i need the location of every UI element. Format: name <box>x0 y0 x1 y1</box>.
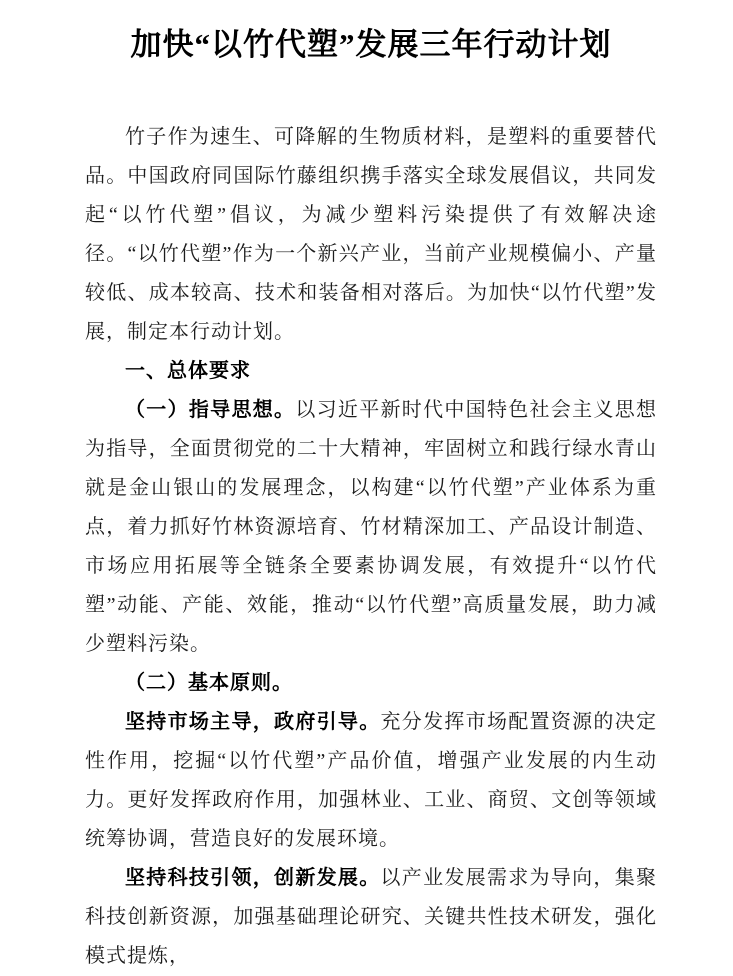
text-segment: 充分发挥市场配置资源的决定性作用，挖掘“以竹代塑”产品价值，增强产业发展的内生动力。更好发挥政府作用，加强林业、工业、商贸、文创等领域统筹协调，营造良好的发展环境。 <box>85 711 657 850</box>
intro-paragraph <box>85 118 657 352</box>
document-title: 加快“以竹代塑”发展三年行动计划 <box>130 27 612 62</box>
guiding-ideology-paragraph <box>85 391 657 664</box>
bold-lead-in: 一、总体要求 <box>125 360 251 382</box>
bold-lead-in: 坚持科技引领，创新发展。 <box>125 867 381 889</box>
principle-tech-led-paragraph <box>85 859 657 976</box>
text-segment: 以习近平新时代中国特色社会主义思想为指导，全面贯彻党的二十大精神，牢固树立和践行绿水青山就是金山银山的发展理念，以构建“以竹代塑”产业体系为重点，着力抓好竹林资源培育、竹材精深加工、产品设计制造、市场应用拓展等全链条全要素协调发展，有效提升“以竹代塑”动能、产能、效能，推动“以竹代塑”高质量发展，助力减少塑料污染。 <box>85 399 658 655</box>
basic-principles-paragraph <box>85 664 657 703</box>
bold-lead-in: （二）基本原则。 <box>125 672 293 694</box>
section-heading-general-requirements <box>85 352 657 391</box>
document-body <box>85 118 657 976</box>
bold-lead-in: 坚持市场主导，政府引导。 <box>125 711 381 733</box>
bold-lead-in: （一）指导思想。 <box>125 399 296 421</box>
text-segment: 以产业发展需求为导向，集聚科技创新资源，加强基础理论研究、关键共性技术研发，强化模式提炼， <box>85 867 657 967</box>
principle-market-led-paragraph <box>85 703 657 859</box>
text-segment: 竹子作为速生、可降解的生物质材料，是塑料的重要替代品。中国政府同国际竹藤组织携手落实全球发展倡议，共同发起“以竹代塑”倡议，为减少塑料污染提供了有效解决途径。“以竹代塑”作为一个新兴产业，当前产业规模偏小、产量较低、成本较高、技术和装备相对落后。为加快“以竹代塑”发展，制定本行动计划。 <box>85 126 657 343</box>
